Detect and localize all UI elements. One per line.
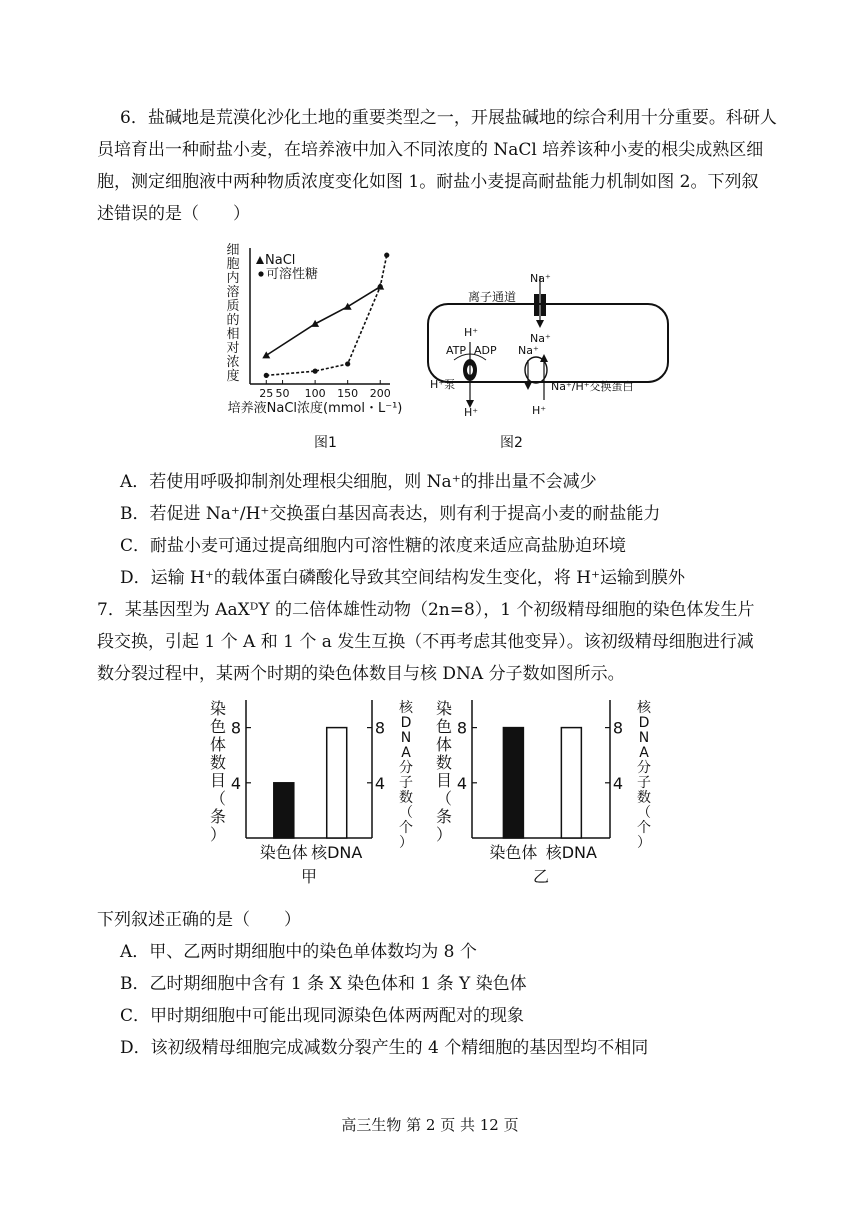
bar-right-label-char: 个 bbox=[637, 820, 651, 836]
figure1-line-chart bbox=[220, 236, 435, 426]
bar-right-tick-label: 8 bbox=[612, 718, 624, 738]
q6-line2: 员培育出一种耐盐小麦，在培养液中加入不同浓度的 NaCl 培养该种小麦的根尖成熟区细 bbox=[97, 140, 764, 160]
bar-left-tick-label: 4 bbox=[456, 773, 468, 793]
bar-left-label-char: 条 bbox=[209, 807, 227, 826]
fig1-series-line-0 bbox=[266, 287, 380, 356]
fig1-x-tick-label: 50 bbox=[275, 387, 290, 400]
fig1-ylabel-char: 质 bbox=[226, 299, 240, 314]
bar-left-tick-label: 4 bbox=[230, 773, 242, 793]
bar-left-label-char: （ bbox=[209, 789, 227, 808]
bar-left-label-char: 目 bbox=[209, 771, 227, 790]
q6-line4: 述错误的是（ ） bbox=[97, 204, 250, 224]
bar-right-label-char: 核 bbox=[399, 700, 413, 716]
bar-right-label-char: 核 bbox=[637, 700, 651, 716]
q6-option-c[interactable]: C．耐盐小麦可通过提高细胞内可溶性糖的浓度来适应高盐胁迫环境 bbox=[120, 536, 627, 556]
q7-option-d[interactable]: D．该初级精母细胞完成减数分裂产生的 4 个精细胞的基因型均不相同 bbox=[120, 1038, 649, 1058]
bar-category-label: 核DNA bbox=[311, 843, 363, 862]
q6-option-a[interactable]: A．若使用呼吸抑制剂处理根尖细胞，则 Na⁺的排出量不会减少 bbox=[120, 472, 597, 492]
fig1-ylabel-char: 度 bbox=[226, 369, 240, 384]
bar-left-tick-label: 8 bbox=[230, 718, 242, 738]
exchanger-label: Na⁺/H⁺交换蛋白 bbox=[551, 380, 634, 393]
bar-left-label-char: ） bbox=[435, 825, 453, 844]
bar-left-label-char: 染 bbox=[435, 699, 453, 718]
q6-option-d[interactable]: D．运输 H⁺的载体蛋白磷酸化导致其空间结构发生变化，将 H⁺运输到膜外 bbox=[120, 568, 686, 588]
fig1-ylabel-char: 溶 bbox=[226, 285, 240, 300]
fig1-legend-sugar: 可溶性糖 bbox=[266, 267, 319, 282]
fig1-point-nacl bbox=[344, 303, 352, 310]
fig1-ylabel-char: 的 bbox=[226, 313, 240, 328]
fig1-point-sugar bbox=[378, 284, 383, 289]
bar-right-label-char: D bbox=[400, 715, 412, 731]
bar-dna bbox=[327, 728, 347, 838]
bar-left-label-char: ） bbox=[209, 825, 227, 844]
bar-right-label-char: 分 bbox=[399, 760, 413, 776]
bar-left-label-char: 色 bbox=[435, 717, 453, 736]
fig1-point-sugar bbox=[384, 253, 389, 258]
fig1-x-tick-label: 100 bbox=[304, 387, 326, 400]
q7-option-b[interactable]: B．乙时期细胞中含有 1 条 X 染色体和 1 条 Y 染色体 bbox=[120, 974, 527, 994]
bar-right-label-char: 数 bbox=[399, 790, 413, 806]
q7-option-a[interactable]: A．甲、乙两时期细胞中的染色单体数均为 8 个 bbox=[120, 942, 477, 962]
fig1-point-nacl bbox=[262, 351, 270, 358]
h-label-out-pump: H⁺ bbox=[464, 406, 479, 419]
bar-left-label-char: 染 bbox=[209, 699, 227, 718]
ion-channel-label: 离子通道 bbox=[468, 290, 517, 304]
fig1-y-axis-label bbox=[226, 243, 239, 384]
bar-category-label: 染色体 bbox=[259, 843, 308, 862]
bar-right-label-char: 子 bbox=[637, 775, 651, 791]
bar-left-label-char: （ bbox=[435, 789, 453, 808]
fig1-caption: 图1 bbox=[314, 435, 337, 451]
fig1-legend-marker-nacl bbox=[256, 256, 264, 264]
page-footer: 高三生物 第 2 页 共 12 页 bbox=[341, 1116, 519, 1134]
fig1-x-tick-label: 150 bbox=[337, 387, 359, 400]
bar-right-label-char: A bbox=[401, 745, 411, 761]
fig2-caption: 图2 bbox=[500, 435, 523, 451]
bar-right-tick-label: 4 bbox=[374, 773, 386, 793]
fig1-ylabel-char: 相 bbox=[226, 327, 240, 342]
bar-right-tick-label: 4 bbox=[612, 773, 624, 793]
bar-chart-jia bbox=[206, 692, 416, 892]
q7-stem: 下列叙述正确的是（ ） bbox=[97, 910, 301, 930]
fig1-ylabel-char: 胞 bbox=[226, 257, 240, 272]
bar-right-label-char: D bbox=[638, 715, 650, 731]
bar-right-label-char: （ bbox=[637, 805, 651, 821]
bar-category-label: 染色体 bbox=[489, 843, 538, 862]
bar-right-label-char: 个 bbox=[399, 820, 413, 836]
bar-chart-title: 甲 bbox=[300, 867, 318, 886]
fig1-x-axis-label: 培养液NaCl浓度(mmol・L⁻¹) bbox=[227, 401, 403, 416]
fig1-x-tick-label: 25 bbox=[259, 387, 274, 400]
bar-dna bbox=[561, 728, 581, 838]
q6-line3: 胞，测定细胞液中两种物质浓度变化如图 1。耐盐小麦提高耐盐能力机制如图 2。下列叙 bbox=[97, 172, 759, 192]
atp-label: ATP bbox=[446, 344, 467, 357]
bar-right-label-char: N bbox=[400, 730, 412, 746]
bar-left-tick-label: 8 bbox=[456, 718, 468, 738]
bar-right-label-char: ） bbox=[637, 835, 651, 851]
na-label-inside-channel: Na⁺ bbox=[530, 332, 551, 345]
adp-label: ADP bbox=[474, 344, 497, 357]
bar-chart-title: 乙 bbox=[532, 867, 550, 886]
bar-chromosome bbox=[503, 728, 523, 838]
fig1-point-sugar bbox=[264, 373, 269, 378]
fig1-point-sugar bbox=[313, 369, 318, 374]
bar-left-label-char: 目 bbox=[435, 771, 453, 790]
h-pump-label: H⁺泵 bbox=[430, 378, 456, 391]
bar-right-label-char: 数 bbox=[637, 790, 651, 806]
bar-right-label-char: ） bbox=[399, 835, 413, 851]
bar-left-label-char: 数 bbox=[435, 753, 453, 772]
fig1-ylabel-char: 细 bbox=[226, 243, 240, 258]
bar-category-label: 核DNA bbox=[545, 843, 597, 862]
q7-option-c[interactable]: C．甲时期细胞中可能出现同源染色体两两配对的现象 bbox=[120, 1006, 525, 1026]
q7-line3: 数分裂过程中，某两个时期的染色体数目与核 DNA 分子数如图所示。 bbox=[97, 664, 625, 684]
na-label-outside-channel: Na⁺ bbox=[530, 272, 551, 285]
fig1-ylabel-char: 浓 bbox=[226, 355, 240, 370]
bar-right-label-char: （ bbox=[399, 805, 413, 821]
h-label-inside: H⁺ bbox=[464, 326, 479, 339]
bar-chromosome bbox=[274, 783, 294, 838]
h-label-exchanger: H⁺ bbox=[532, 404, 547, 417]
bar-left-label-char: 体 bbox=[435, 735, 453, 754]
fig1-x-tick-label: 200 bbox=[369, 387, 391, 400]
na-h-exchanger bbox=[524, 354, 548, 400]
q6-option-b[interactable]: B．若促进 Na⁺/H⁺交换蛋白基因高表达，则有利于提高小麦的耐盐能力 bbox=[120, 504, 661, 524]
figure2-cell-diagram bbox=[420, 262, 690, 422]
bar-chart-yi bbox=[432, 692, 654, 892]
q6-line1: 6．盐碱地是荒漠化沙化土地的重要类型之一，开展盐碱地的综合利用十分重要。科研人 bbox=[120, 108, 777, 128]
bar-right-label-char: 子 bbox=[399, 775, 413, 791]
bar-right-label-char: A bbox=[639, 745, 649, 761]
q7-line1: 7．某基因型为 AaXᴰY 的二倍体雄性动物（2n=8），1 个初级精母细胞的染色体发生片 bbox=[97, 600, 755, 620]
bar-left-label-char: 体 bbox=[209, 735, 227, 754]
fig1-point-nacl bbox=[311, 320, 319, 327]
fig1-ylabel-char: 对 bbox=[226, 341, 240, 356]
q7-line2: 段交换，引起 1 个 A 和 1 个 a 发生互换（不再考虑其他变异）。该初级精母细胞进行减 bbox=[97, 632, 754, 652]
bar-left-label-char: 数 bbox=[209, 753, 227, 772]
fig1-legend-nacl: NaCl bbox=[265, 253, 296, 268]
na-label-exchanger: Na⁺ bbox=[518, 344, 539, 357]
bar-left-label-char: 条 bbox=[435, 807, 453, 826]
bar-right-label-char: N bbox=[638, 730, 650, 746]
bar-right-label-char: 分 bbox=[637, 760, 651, 776]
bar-left-label-char: 色 bbox=[209, 717, 227, 736]
fig1-point-sugar bbox=[345, 361, 350, 366]
fig1-ylabel-char: 内 bbox=[226, 271, 240, 286]
fig1-legend-marker-sugar bbox=[258, 271, 263, 276]
bar-right-tick-label: 8 bbox=[374, 718, 386, 738]
